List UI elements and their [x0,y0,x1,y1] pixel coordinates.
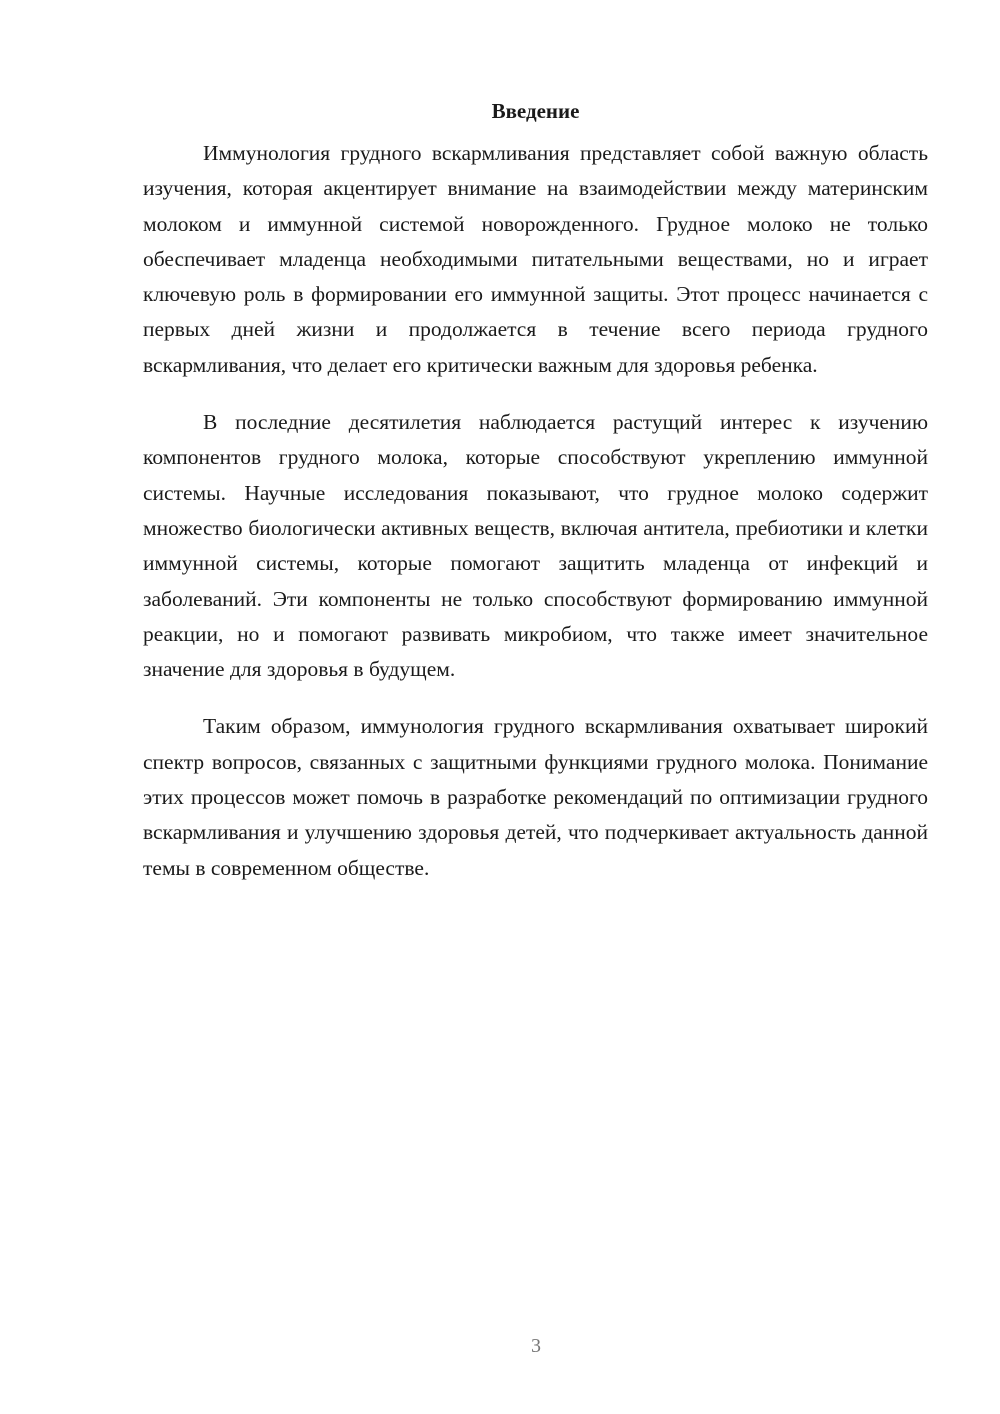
paragraph-1: Иммунология грудного вскармливания представляет собой важную область изучения, которая акцентирует внимание на взаимодействии между материнским молоком и иммунной системой новорожденного. Грудное молоко не только обеспечивает младенца необходимыми питательными веществами, но и играет ключевую роль в формировании его иммунной защиты. Этот процесс начинается с первых дней жизни и продолжается в течение всего периода грудного вскармливания, что делает его критически важным для здоровья ребенка. [143,141,928,377]
section-title: Введение [491,99,580,123]
paragraph-3: Таким образом, иммунология грудного вскармливания охватывает широкий спектр вопросов, связанных с защитными функциями грудного молока. Понимание этих процессов может помочь в разработке рекомендаций по оптимизации грудного вскармливания и улучшению здоровья детей, что подчеркивает актуальность данной темы в современном обществе. [143,714,928,880]
page-number: 3 [531,1335,541,1357]
paragraph-2: В последние десятилетия наблюдается растущий интерес к изучению компонентов грудного молока, которые способствуют укреплению иммунной системы. Научные исследования показывают, что грудное молоко содержит множество биологически активных веществ, включая антитела, пребиотики и клетки иммунной системы, которые помогают защитить младенца от инфекций и заболеваний. Эти компоненты не только способствуют формированию иммунной реакции, но и помогают развивать микробиом, что также имеет значительное значение для здоровья в будущем. [143,410,928,682]
page-content [143,96,928,908]
